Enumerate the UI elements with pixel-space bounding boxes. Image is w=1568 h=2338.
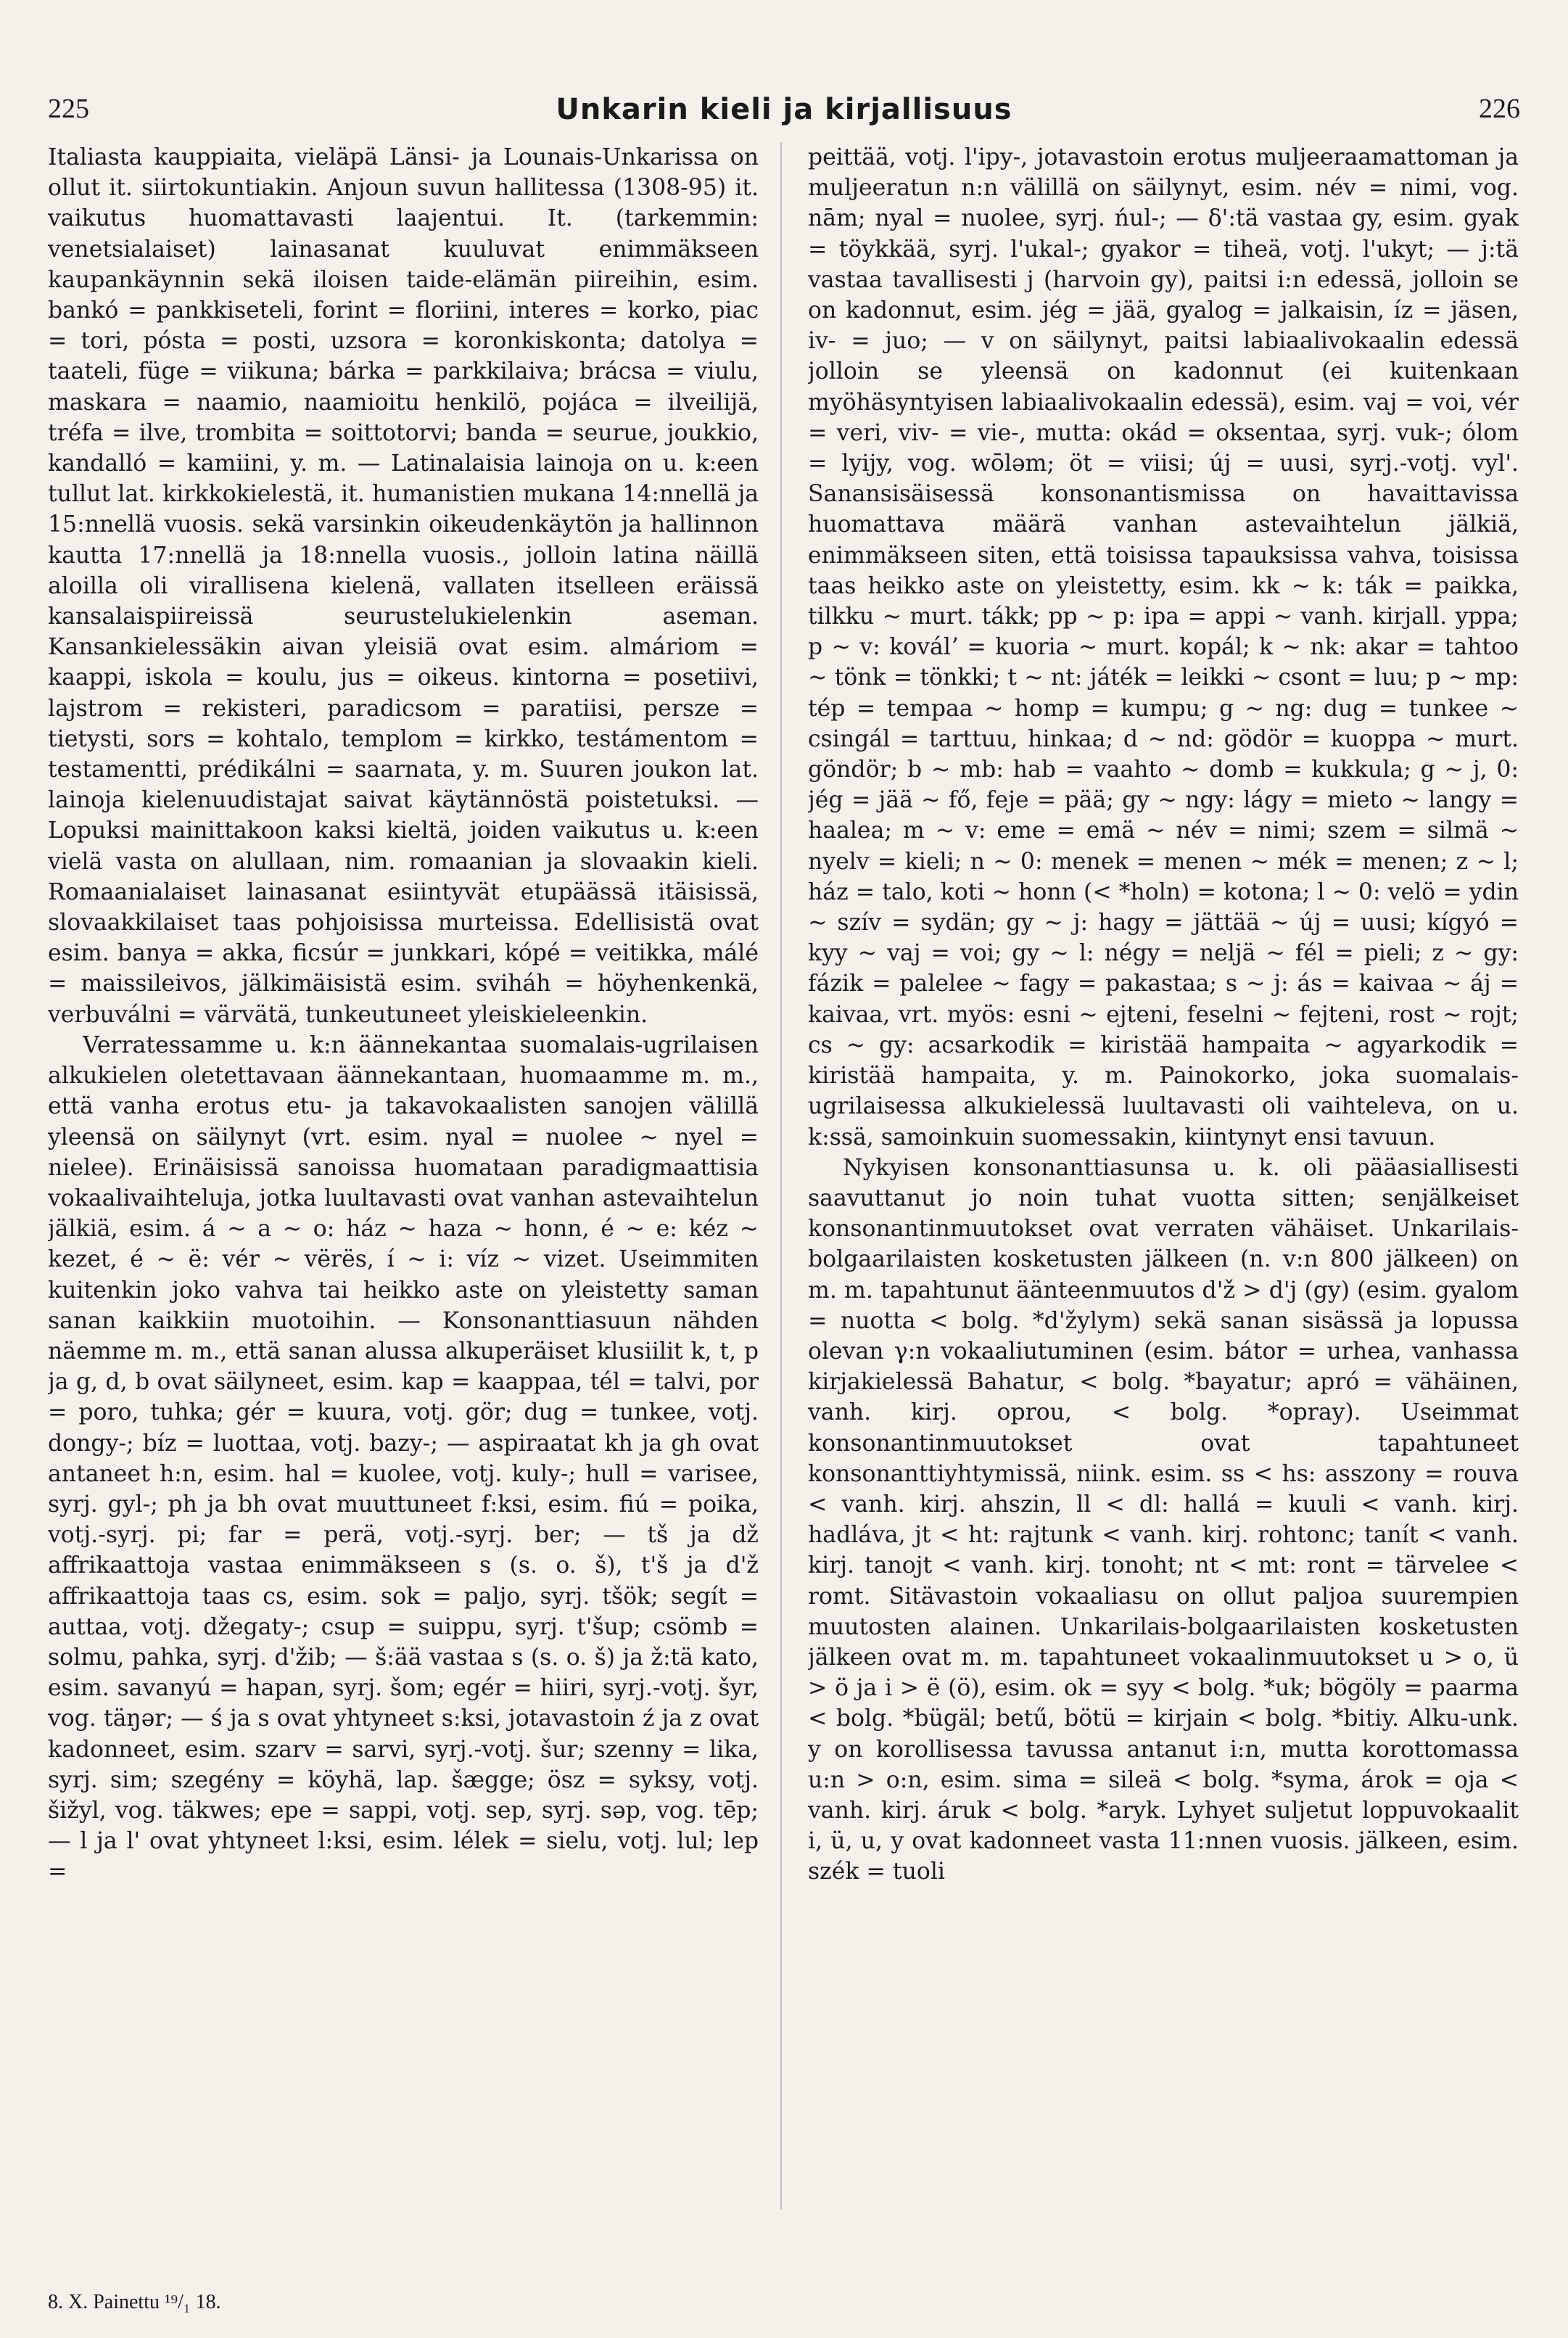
right-column [808,142,1519,2260]
left-column [48,142,759,2260]
print-signature: 8. X. Painettu ¹⁹/₁ 18. [48,2291,221,2313]
paragraph: Verratessamme u. k:n äännekantaa suomalais-ugrilaisen alkukielen oletettavaan äännekantaan, huomaamme m. m., että vanha erotus etu- ja takavokaalisten sanojen välillä yleensä on säilynyt (vrt. esim. nyal = nuolee ~ nyel = nielee). Erinäisissä sanoissa huomataan paradigmaattisia vokaalivaihteluja, jotka luultavasti ovat vanhan astevaihtelun jälkiä, esim. á ~ a ~ o: ház ~ haza ~ honn, é ~ e: kéz ~ kezet, é ~ ë: vér ~ vërës, í ~ i: víz ~ vizet. Useimmiten kuitenkin joko vahva tai heikko aste on yleistetty saman sanan kaikkiin muotoihin. — Konsonanttiasuun nähden näemme m. m., että sanan alussa alkuperäiset klusiilit k, t, p ja g, d, b ovat säilyneet, esim. kap = kaappaa, tél = talvi, por = poro, tuhka; gér = kuura, votj. gör; dug = tunkee, votj. dongy-; bíz = luottaa, votj. bazy-; — aspiraatat kh ja gh ovat antaneet h:n, esim. hal = kuolee, votj. kuly-; hull = varisee, syrj. gyl-; ph ja bh ovat muuttuneet f:ksi, esim. fiú = poika, votj.-syrj. pi; far = perä, votj.-syrj. ber; — tš ja dž affrikaattoja vastaa enimmäkseen s (s. o. š), t'š ja d'ž affrikaattoja taas cs, esim. sok = paljo, syrj. tšök; segít = auttaa, votj. džegaty-; csup = suippu, syrj. t'šup; csömb = solmu, pahka, syrj. d'žib; — š:ää vastaa s (s. o. š) ja ž:tä kato, esim. savanyú = hapan, syrj. šom; egér = hiiri, syrj.-votj. šyr, vog. täŋər; — ś ja s ovat yhtyneet s:ksi, jotavastoin ź ja z ovat kadonneet, esim. szarv = sarvi, syrj.-votj. šur; szenny = lika, syrj. sim; szegény = köyhä, lap. šægge; ösz = syksy, votj. šižyl, vog. täkwes; epe = sappi, votj. sep, syrj. səp, vog. tēp; — l ja l' ovat yhtyneet l:ksi, esim. lélek = sielu, votj. lul; lep = [48,1032,759,1885]
paragraph: Italiasta kauppiaita, vieläpä Länsi- ja Lounais-Unkarissa on ollut it. siirtokuntiakin. Anjoun suvun hallitessa (1308-95) it. vaikutus huomattavasti laajentui. It. (tarkemmin: venetsialaiset) lainasanat kuuluvat enimmäkseen kaupankäynnin sekä iloisen taide-elämän piireihin, esim. bankó = pankkiseteli, forint = floriini, interes = korko, piac = tori, pósta = posti, uzsora = koronkiskonta; datolya = taateli, füge = viikuna; bárka = parkkilaiva; brácsa = viulu, maskara = naamio, naamioitu henkilö, pojáca = ilveilijä, tréfa = ilve, trombita = soittotorvi; banda = seurue, joukkio, kandalló = kamiini, y. m. — Latinalaisia lainoja on u. k:een tullut lat. kirkkokielestä, it. humanistien mukana 14:nnellä ja 15:nnellä vuosis. sekä varsinkin oikeudenkäytön ja hallinnon kautta 17:nnellä ja 18:nnella vuosis., jolloin latina näillä aloilla oli virallisena kielenä, vallaten itselleen eräissä kansalaispiireissä seurustelukielenkin aseman. Kansankielessäkin aivan yleisiä ovat esim. almáriom = kaappi, iskola = koulu, jus = oikeus. kintorna = posetiivi, lajstrom = rekisteri, paradicsom = paratiisi, persze = tietysti, sors = kohtalo, templom = kirkko, testámentom = testamentti, prédikálni = saarnata, y. m. Suuren joukon lat. lainoja kielenuudistajat saivat käytännöstä poistetuksi. — Lopuksi mainittakoon kaksi kieltä, joiden vaikutus u. k:een vielä vasta on alullaan, nim. romaanian ja slovaakin kieli. Romaanialaiset lainasanat esiintyvät etupäässä itäisissä, slovaakkilaiset taas pohjoisissa murteissa. Edellisistä ovat esim. banya = akka, ficsúr = junkkari, kópé = veitikka, málé = maissileivos, jälkimäisistä esim. sviháh = höyhenkenkä, verbuválni = värvätä, tunkeutuneet yleiskieleenkin. [48,144,759,1028]
page-header [48,93,1520,136]
paragraph: peittää, votj. l'ipy-, jotavastoin erotus muljeeraamattoman ja muljeeratun n:n välillä on säilynyt, esim. név = nimi, vog. nām; nyal = nuolee, syrj. ńul-; — δ':tä vastaa gy, esim. gyak = töykkää, syrj. l'ukal-; gyakor = tiheä, votj. l'ukyt; — j:tä vastaa tavallisesti j (harvoin gy), paitsi i:n edessä, jolloin se on kadonnut, esim. jég = jää, gyalog = jalkaisin, íz = jäsen, iv- = juo; — v on säilynyt, paitsi labiaalivokaalin edessä jolloin se yleensä on kadonnut (ei kuitenkaan myöhäsyntyisen labiaalivokaalin edessä), esim. vaj = voi, vér = veri, viv- = vie-, mutta: okád = oksentaa, syrj. vuk-; ólom = lyijy, vog. wōləm; öt = viisi; új = uusi, syrj.-votj. vyl'. Sanansisäisessä konsonantismissa on havaittavissa huomattava määrä vanhan astevaihtelun jälkiä, enimmäkseen siten, että toisissa tapauksissa vahva, toisissa taas heikko aste on yleistetty, esim. kk ~ k: ták = paikka, tilkku ~ murt. tákk; pp ~ p: ipa = appi ~ vanh. kirjall. yppa; p ~ v: koválʼ = kuoria ~ murt. kopál; k ~ nk: akar = tahtoo ~ tönk = tönkki; t ~ nt: játék = leikki ~ csont = luu; p ~ mp: tép = tempaa ~ homp = kumpu; g ~ ng: dug = tunkee ~ csingál = tarttuu, hinkaa; d ~ nd: gödör = kuoppa ~ murt. göndör; b ~ mb: hab = vaahto ~ domb = kukkula; g ~ j, 0: jég = jää ~ fő, feje = pää; gy ~ ngy: lágy = mieto ~ langy = haalea; m ~ v: eme = emä ~ név = nimi; szem = silmä ~ nyelv = kieli; n ~ 0: menek = menen ~ mék = menen; z ~ l; ház = talo, koti ~ honn (< *holn) = kotona; l ~ 0: velö = ydin ~ szív = sydän; gy ~ j: hagy = jättää ~ új = uusi; kígyó = kyy ~ vaj = voi; gy ~ l: négy = neljä ~ fél = pieli; z ~ gy: fázik = palelee ~ fagy = pakastaa; s ~ j: ás = kaivaa ~ áj = kaivaa, vrt. myös: esni ~ ejteni, feselni ~ fejteni, rost ~ rojt; cs ~ gy: acsarkodik = kiristää hampaita ~ agyarkodik = kiristää hampaita, y. m. Painokorko, joka suomalais-ugrilaisessa alkukielessä luultavasti oli vaihteleva, on u. k:ssä, samoinkuin suomessakin, kiintynyt ensi tavuun. [808,144,1519,1151]
column-divider [780,142,782,2210]
page-number-left: 225 [48,94,89,124]
running-title: Unkarin kieli ja kirjallisuus [556,93,1012,126]
page-number-right: 226 [1479,94,1520,124]
paragraph: Nykyisen konsonanttiasunsa u. k. oli pääasiallisesti saavuttanut jo noin tuhat vuotta sitten; senjälkeiset konsonantinmuutokset ovat verraten vähäiset. Unkarilais-bolgaarilaisten kosketusten jälkeen (n. v:n 800 jälkeen) on m. m. tapahtunut äänteenmuutos d'ž > d'j (gy) (esim. gyalom = nuotta < bolg. *d'žylym) sekä sanan sisässä ja lopussa olevan γ:n vokaaliutuminen (esim. bátor = urhea, vanhassa kirjakielessä Bahatur, < bolg. *bayatur; apró = vähäinen, vanh. kirj. oprou, < bolg. *opray). Useimmat konsonantinmuutokset ovat tapahtuneet konsonanttiyhtymissä, niink. esim. ss < hs: asszony = rouva < vanh. kirj. ahszin, ll < dl: hallá = kuuli < vanh. kirj. hadláva, jt < ht: rajtunk < vanh. kirj. rohtonc; tanít < vanh. kirj. tanojt < vanh. kirj. tonoht; nt < mt: ront = tärvelee < romt. Sitävastoin vokaaliasu on ollut paljoa suurempien muutosten alainen. Unkarilais-bolgaarilaisten kosketusten jälkeen ovat m. m. tapahtuneet vokaalinmuutokset u > o, ü > ö ja i > ë (ö), esim. ok = syy < bolg. *uk; bögöly = paarma < bolg. *bügäl; betű, bötü = kirjain < bolg. *bitiy. Alku-unk. y on korollisessa tavussa antanut i:n, mutta korottomassa u:n > o:n, esim. sima = sileä < bolg. *syma, árok = oja < vanh. kirj. áruk < bolg. *aryk. Lyhyet suljetut loppuvokaalit i, ü, u, y ovat kadonneet vasta 11:nnen vuosis. jälkeen, esim. szék = tuoli [808,1154,1519,1885]
